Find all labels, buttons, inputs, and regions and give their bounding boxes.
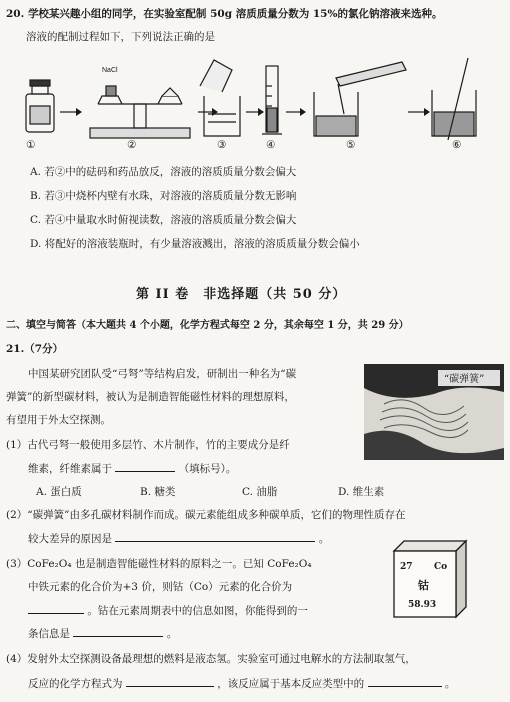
q21-intro-line3: 有望用于外太空探测。	[6, 414, 111, 426]
option-text: 糖类	[154, 486, 176, 498]
q20-option-b[interactable]	[30, 188, 296, 203]
option-letter: D.	[30, 238, 42, 250]
q21-sub1-line2	[28, 460, 236, 476]
option-letter: C.	[242, 486, 253, 498]
reagent-bottle-icon	[26, 80, 54, 132]
nacl-label: NaCl	[102, 67, 118, 74]
q21-sub3-line4	[28, 625, 177, 641]
sub3-valence-blank[interactable]	[28, 602, 84, 614]
sub1-prefix: 维素，纤维素属于	[28, 463, 112, 475]
atomic-number: 27	[400, 562, 413, 572]
sub4-reaction-type-blank[interactable]	[368, 675, 442, 687]
step-label-6: ⑥	[452, 139, 462, 151]
graduated-cylinder-icon	[262, 66, 282, 134]
beaker-with-paper-icon	[200, 60, 240, 136]
option-letter: B.	[30, 190, 42, 202]
q20-option-c[interactable]	[30, 212, 296, 227]
carbon-spring-photo	[364, 364, 504, 460]
option-letter: B.	[140, 486, 152, 498]
q21-sub3-line3	[28, 602, 308, 618]
q20-stem-text: 学校某兴趣小组的同学，在实验室配制 50g 溶质质量分数为 15%的氯化钠溶液来选种。	[27, 8, 443, 20]
stirring-beaker-icon	[432, 58, 476, 140]
sub1-option-b[interactable]	[140, 484, 175, 499]
sub1-option-c[interactable]	[242, 484, 277, 499]
q20-stem-line2: 溶液的配制过程如下，下列说法正确的是	[26, 31, 215, 43]
sub1-option-a[interactable]	[36, 484, 82, 499]
q20-option-a[interactable]	[30, 164, 296, 179]
q21-sub2-line1: (2）“碳弹簧”由多孔碳材料制作而成。碳元素能组成多种碳单质，它们的物理性质存在	[6, 509, 406, 521]
q20-option-d[interactable]	[30, 236, 360, 251]
q21-sub3-line2: 中铁元素的化合价为+3 价，则钴（Co）元素的化合价为	[28, 581, 293, 593]
balance-icon	[90, 86, 190, 138]
photo-caption: “碳弹簧”	[444, 374, 485, 385]
step-label-4: ④	[266, 139, 276, 151]
sub3-info-blank[interactable]	[73, 625, 163, 637]
sub2-prefix: 较大差异的原因是	[28, 533, 112, 545]
q21-intro-line2: 弹簧”的新型碳材料，被认为是制造智能磁性材料的理想原料，	[6, 391, 295, 403]
atomic-mass: 58.93	[408, 600, 437, 610]
q21-sub3-line1: (3）CoFe₂O₄ 也是制造智能磁性材料的原料之一。已知 CoFe₂O₄	[6, 558, 312, 570]
sub4-prefix: 反应的化学方程式为	[28, 678, 123, 690]
periodic-table-cell	[388, 537, 470, 619]
step-label-3: ③	[217, 139, 227, 151]
option-text: 将配好的溶液装瓶时，有少量溶液溅出，溶液的溶质质量分数会偏小	[44, 238, 360, 250]
q21-sub1-line1: (1）古代弓弩一般使用多层竹、木片制作，竹的主要成分是纤	[6, 439, 290, 451]
sub1-answer-blank[interactable]	[115, 460, 175, 472]
sub3-suffix: 。	[166, 628, 178, 640]
sub2-suffix: 。	[318, 533, 330, 545]
q21-sub2-line2	[28, 530, 329, 546]
option-text: 蛋白质	[50, 486, 82, 498]
option-letter: C.	[30, 214, 41, 226]
option-text: 若③中烧杯内壁有水珠，对溶液的溶质质量分数无影响	[44, 190, 297, 202]
element-name: 钴	[418, 579, 429, 592]
sub2-answer-blank[interactable]	[115, 530, 315, 542]
q21-sub4-line2	[28, 675, 455, 691]
option-text: 若②中的砝码和药品放反，溶液的溶质质量分数会偏大	[44, 166, 297, 178]
step-label-2: ②	[127, 139, 137, 151]
q21-intro-line1: 中国某研究团队受“弓弩”等结构启发，研制出一种名为“碳	[28, 368, 297, 380]
option-letter: D.	[338, 486, 350, 498]
sub4-middle: ，该反应属于基本反应类型中的	[217, 678, 365, 690]
q21-sub4-line1: (4）发射外太空探测设备最理想的燃料是液态氢。实验室可通过电解水的方法制取氢气，	[6, 653, 416, 665]
option-text: 油脂	[256, 486, 278, 498]
q20-stem-line1	[6, 6, 442, 21]
option-text: 若④中量取水时俯视读数，溶液的溶质质量分数会偏大	[44, 214, 297, 226]
part2-title: 第 II 卷 非选择题（共 50 分）	[136, 287, 347, 302]
sub1-suffix: （填标号）。	[178, 463, 237, 475]
sub3-line3-text: 。钴在元素周期表中的信息如图，你能得到的一	[87, 605, 308, 617]
sub1-option-d[interactable]	[338, 484, 384, 499]
solution-preparation-diagram	[18, 56, 496, 162]
element-symbol: Co	[434, 562, 448, 572]
step-label-5: ⑤	[346, 139, 356, 151]
sub3-prefix: 条信息是	[28, 628, 70, 640]
q21-header: 21.（7分）	[6, 343, 64, 355]
pouring-beaker-icon	[314, 62, 406, 136]
sub4-equation-blank[interactable]	[126, 675, 214, 687]
option-letter: A.	[36, 486, 47, 498]
option-letter: A.	[30, 166, 41, 178]
sub4-suffix: 。	[444, 678, 456, 690]
step-label-1: ①	[26, 139, 36, 151]
q20-number: 20.	[6, 8, 25, 20]
option-text: 维生素	[352, 486, 385, 498]
section-heading: 二、填空与简答（本大题共 4 个小题，化学方程式每空 2 分，其余每空 1 分，共 29 分）	[6, 320, 409, 331]
